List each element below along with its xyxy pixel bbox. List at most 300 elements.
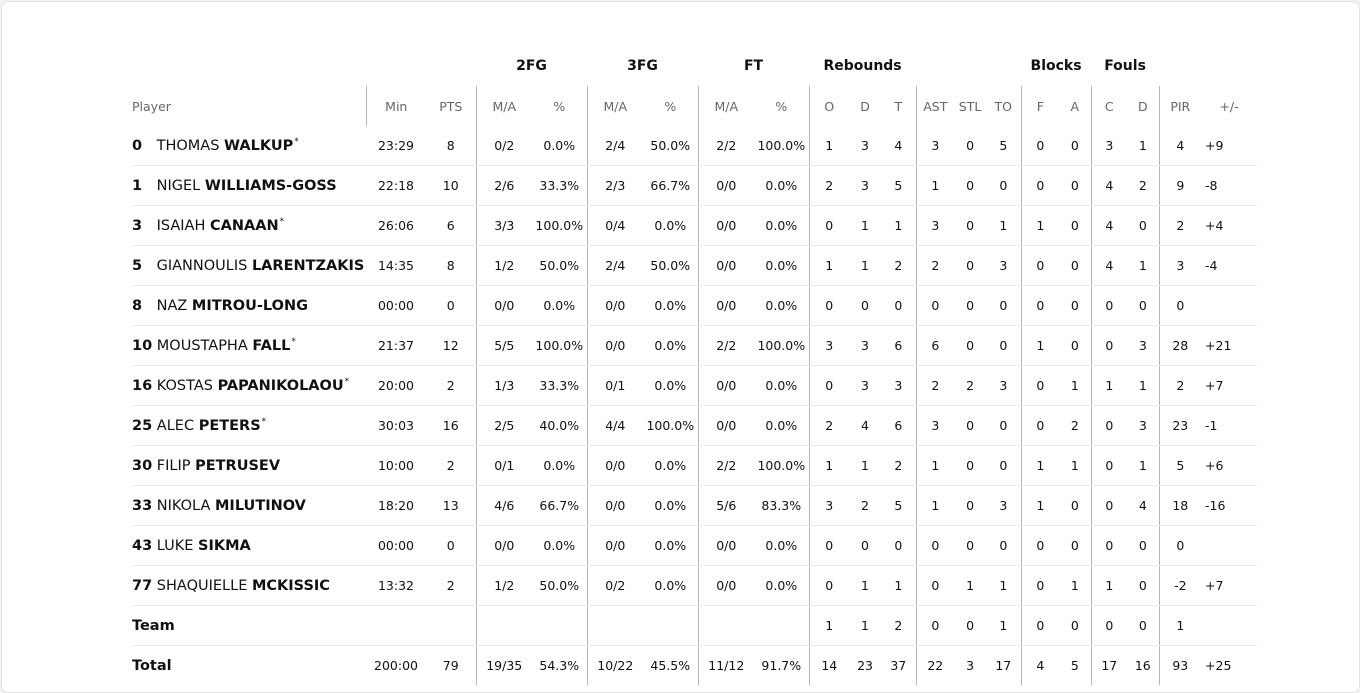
group-empty — [426, 46, 476, 86]
cell-fg2-ma: 2/5 — [476, 406, 532, 446]
cell-ast: 2 — [916, 366, 954, 406]
col-ft-ma[interactable]: M/A — [698, 86, 754, 126]
cell-pm: +25 — [1205, 658, 1232, 673]
cell-pts: 8 — [426, 246, 476, 286]
cell-ft-ma: 0/0 — [698, 246, 754, 286]
cell-fg3-pct: 0.0% — [643, 206, 698, 246]
cell-stl: 0 — [954, 286, 986, 326]
cell-reb-t: 1 — [881, 206, 916, 246]
cell-reb-o: 14 — [809, 646, 849, 686]
cell-pir: 4 — [1159, 126, 1201, 166]
starter-marker: * — [279, 217, 285, 228]
player-last-name: PETERS — [198, 417, 261, 434]
cell-ast: 0 — [916, 286, 954, 326]
cell-reb-t: 3 — [881, 366, 916, 406]
group-rebounds: Rebounds — [823, 58, 902, 74]
cell-fg2-ma: 5/5 — [476, 326, 532, 366]
cell-reb-t: 5 — [881, 166, 916, 206]
cell-blk-f: 1 — [1021, 206, 1059, 246]
cell-blk-f: 0 — [1021, 126, 1059, 166]
cell-blk-f: 0 — [1021, 166, 1059, 206]
cell-reb-d: 23 — [857, 658, 873, 673]
player-cell[interactable] — [132, 286, 366, 326]
cell-ast: 1 — [916, 446, 954, 486]
col-3fg-pct[interactable]: % — [664, 98, 677, 114]
player-last-name: SIKMA — [198, 537, 251, 554]
cell-pts: 16 — [426, 406, 476, 446]
player-first-name: ISAIAH — [156, 217, 206, 234]
cell-reb-d: 3 — [849, 166, 881, 206]
cell-fg2-ma: 0/0 — [476, 526, 532, 566]
col-foul-c[interactable]: C — [1091, 86, 1127, 126]
cell-ast: 22 — [916, 646, 954, 686]
col-2fg-pct[interactable]: % — [553, 98, 566, 114]
cell-pm: +9 — [1201, 126, 1257, 166]
cell-pir: 28 — [1159, 326, 1201, 366]
cell-pm: +4 — [1201, 206, 1257, 246]
cell-pir: 0 — [1159, 526, 1201, 566]
cell-fg2-ma: 0/0 — [476, 286, 532, 326]
group-empty — [916, 46, 1021, 86]
cell-ast: 0 — [916, 606, 954, 646]
cell-ast: 0 — [916, 566, 954, 606]
cell-to: 0 — [986, 166, 1021, 206]
cell-fg2-pct: 66.7% — [532, 486, 587, 526]
player-first-name: LUKE — [156, 537, 194, 554]
player-first-name: NIKOLA — [156, 497, 211, 514]
player-last-name: MILUTINOV — [215, 497, 306, 514]
cell-blk-a: 0 — [1059, 486, 1091, 526]
group-3fg: 3FG — [627, 58, 658, 74]
col-blk-a[interactable]: A — [1070, 98, 1080, 114]
player-cell[interactable] — [132, 406, 366, 446]
col-to[interactable]: TO — [994, 98, 1013, 114]
cell-reb-d: 1 — [849, 606, 881, 646]
cell-ft-ma: 0/0 — [698, 206, 754, 246]
table-row[interactable] — [132, 526, 1257, 566]
cell-stl: 0 — [954, 486, 986, 526]
cell-foul-d: 4 — [1127, 486, 1159, 526]
cell-reb-o: 1 — [809, 446, 849, 486]
cell-fg3-pct: 0.0% — [643, 446, 698, 486]
cell-foul-d: 1 — [1127, 246, 1159, 286]
cell-to: 17 — [995, 658, 1012, 673]
table-row[interactable] — [132, 366, 1257, 406]
cell-to: 0 — [986, 326, 1021, 366]
cell-min: 23:29 — [366, 126, 426, 166]
cell-pir: 23 — [1159, 406, 1201, 446]
cell-reb-o: 3 — [809, 326, 849, 366]
cell-stl: 0 — [954, 406, 986, 446]
cell-ft-pct: 100.0% — [754, 126, 809, 166]
cell-reb-t: 37 — [890, 658, 907, 673]
cell-blk-a: 0 — [1059, 606, 1091, 646]
cell-fg3-pct: 0.0% — [643, 366, 698, 406]
cell-pm: +6 — [1201, 446, 1257, 486]
cell-pm: +7 — [1201, 366, 1257, 406]
cell-fg3-ma — [587, 606, 643, 646]
cell-reb-d: 0 — [849, 286, 881, 326]
cell-reb-o: 1 — [809, 126, 849, 166]
cell-blk-a: 0 — [1059, 526, 1091, 566]
table-row[interactable] — [132, 166, 1257, 206]
player-cell[interactable] — [132, 206, 366, 246]
cell-ft-pct: 0.0% — [754, 286, 809, 326]
boxscore-body — [132, 126, 1257, 685]
player-cell[interactable] — [132, 566, 366, 606]
cell-reb-t: 6 — [881, 406, 916, 446]
cell-blk-a: 2 — [1059, 406, 1091, 446]
col-pts[interactable]: PTS — [439, 98, 463, 114]
boxscore-card — [1, 1, 1360, 693]
cell-min: 21:37 — [366, 326, 426, 366]
cell-ast: 1 — [916, 486, 954, 526]
cell-foul-c: 4 — [1091, 166, 1127, 206]
cell-blk-a: 0 — [1059, 166, 1091, 206]
cell-to: 5 — [986, 126, 1021, 166]
cell-min: 22:18 — [366, 166, 426, 206]
cell-reb-o: 0 — [809, 206, 849, 246]
cell-pir: 0 — [1159, 286, 1201, 326]
cell-reb-t: 2 — [881, 606, 916, 646]
player-cell[interactable] — [132, 246, 366, 286]
cell-fg2-ma: 2/6 — [476, 166, 532, 206]
cell-reb-o: 2 — [809, 406, 849, 446]
cell-pts: 2 — [426, 566, 476, 606]
cell-pir: 5 — [1159, 446, 1201, 486]
cell-reb-d: 1 — [849, 566, 881, 606]
cell-stl: 0 — [954, 526, 986, 566]
cell-reb-o: 1 — [809, 246, 849, 286]
cell-reb-o: 0 — [809, 286, 849, 326]
group-empty — [366, 46, 426, 86]
cell-fg3-ma: 0/0 — [587, 286, 643, 326]
cell-reb-t: 2 — [881, 446, 916, 486]
cell-fg3-ma: 0/0 — [587, 526, 643, 566]
table-row[interactable] — [132, 206, 1257, 246]
player-number: 16 — [132, 377, 153, 394]
cell-reb-t: 0 — [881, 286, 916, 326]
cell-foul-c: 1 — [1091, 366, 1127, 406]
player-cell[interactable] — [132, 326, 366, 366]
cell-pm — [1201, 286, 1257, 326]
cell-foul-c: 17 — [1091, 646, 1127, 686]
cell-reb-d: 0 — [849, 526, 881, 566]
cell-to: 3 — [986, 246, 1021, 286]
column-header-row — [132, 86, 1257, 126]
cell-ast: 6 — [916, 326, 954, 366]
col-reb-t[interactable]: T — [894, 98, 903, 114]
col-ast[interactable]: AST — [916, 86, 954, 126]
cell-blk-a: 0 — [1059, 326, 1091, 366]
table-row[interactable] — [132, 246, 1257, 286]
cell-blk-a: 1 — [1059, 366, 1091, 406]
cell-fg3-pct — [643, 606, 698, 646]
cell-min: 30:03 — [366, 406, 426, 446]
cell-fg2-pct: 100.0% — [532, 206, 587, 246]
cell-reb-t: 5 — [881, 486, 916, 526]
col-pir[interactable]: PIR — [1159, 86, 1201, 126]
cell-blk-f: 0 — [1021, 526, 1059, 566]
player-number: 77 — [132, 577, 153, 594]
cell-blk-f: 1 — [1021, 446, 1059, 486]
player-first-name: FILIP — [156, 457, 191, 474]
cell-blk-a: 0 — [1059, 246, 1091, 286]
player-last-name: CANAAN — [210, 217, 279, 234]
player-last-name: PAPANIKOLAOU — [217, 377, 344, 394]
cell-fg2-ma: 1/2 — [476, 566, 532, 606]
cell-fg2-ma — [476, 606, 532, 646]
cell-blk-f: 0 — [1021, 246, 1059, 286]
group-empty — [132, 46, 366, 86]
cell-fg3-ma: 4/4 — [587, 406, 643, 446]
cell-min — [366, 606, 426, 646]
player-first-name: MOUSTAPHA — [156, 337, 248, 354]
cell-pts: 13 — [426, 486, 476, 526]
cell-to: 0 — [986, 406, 1021, 446]
cell-fg2-pct: 50.0% — [532, 566, 587, 606]
player-number: 5 — [132, 257, 143, 274]
group-2fg: 2FG — [516, 58, 547, 74]
cell-pm: +21 — [1201, 326, 1257, 366]
cell-ft-ma: 0/0 — [698, 166, 754, 206]
cell-ast: 2 — [916, 246, 954, 286]
team-label: Team — [132, 606, 366, 646]
table-row[interactable] — [132, 446, 1257, 486]
cell-ft-ma — [698, 606, 754, 646]
cell-fg2-ma: 0/2 — [476, 126, 532, 166]
cell-blk-f: 1 — [1021, 326, 1059, 366]
cell-blk-f: 0 — [1021, 566, 1059, 606]
cell-pts: 0 — [426, 526, 476, 566]
cell-ft-pct: 100.0% — [754, 446, 809, 486]
cell-to: 1 — [986, 206, 1021, 246]
cell-fg3-ma: 0/1 — [587, 366, 643, 406]
cell-blk-a: 0 — [1059, 286, 1091, 326]
table-row[interactable] — [132, 286, 1257, 326]
cell-blk-f: 4 — [1021, 646, 1059, 686]
cell-ft-pct: 100.0% — [754, 326, 809, 366]
cell-min: 13:32 — [366, 566, 426, 606]
col-reb-d[interactable]: D — [860, 98, 870, 114]
cell-fg3-pct: 100.0% — [643, 406, 698, 446]
player-first-name: SHAQUIELLE — [156, 577, 248, 594]
cell-reb-o: 0 — [809, 366, 849, 406]
cell-pts: 79 — [442, 658, 459, 673]
player-number: 0 — [132, 137, 143, 154]
col-ft-pct[interactable]: % — [775, 98, 788, 114]
cell-reb-d: 1 — [849, 246, 881, 286]
player-last-name: FALL — [252, 337, 291, 354]
col-player[interactable]: Player — [132, 98, 171, 114]
total-label: Total — [132, 657, 172, 674]
player-number: 8 — [132, 297, 143, 314]
cell-ast: 3 — [916, 126, 954, 166]
player-first-name: KOSTAS — [156, 377, 213, 394]
cell-stl: 0 — [954, 126, 986, 166]
cell-foul-c: 4 — [1091, 246, 1127, 286]
cell-ft-pct: 0.0% — [754, 406, 809, 446]
cell-pir: 1 — [1159, 606, 1201, 646]
col-plus-minus[interactable]: +/- — [1219, 98, 1239, 114]
cell-foul-d: 0 — [1127, 566, 1159, 606]
cell-stl: 0 — [954, 246, 986, 286]
cell-pir: 3 — [1159, 246, 1201, 286]
cell-fg3-ma: 10/22 — [587, 646, 643, 686]
cell-fg3-pct: 50.0% — [643, 126, 698, 166]
cell-foul-c: 0 — [1091, 526, 1127, 566]
player-first-name: NAZ — [156, 297, 188, 314]
cell-reb-d: 1 — [849, 446, 881, 486]
cell-stl: 0 — [954, 326, 986, 366]
player-number: 3 — [132, 217, 143, 234]
cell-ft-pct: 0.0% — [754, 526, 809, 566]
cell-foul-c: 0 — [1091, 326, 1127, 366]
cell-ft-pct: 0.0% — [754, 166, 809, 206]
starter-marker: * — [291, 337, 296, 348]
cell-ft-ma: 0/0 — [698, 286, 754, 326]
col-min[interactable]: Min — [366, 86, 426, 126]
cell-pts: 8 — [426, 126, 476, 166]
player-number: 33 — [132, 497, 153, 514]
cell-fg3-pct: 45.5% — [650, 658, 691, 673]
cell-ast: 3 — [916, 406, 954, 446]
cell-fg3-ma: 0/2 — [587, 566, 643, 606]
cell-ft-pct: 83.3% — [754, 486, 809, 526]
cell-reb-o: 0 — [809, 566, 849, 606]
boxscore-scroll-area[interactable] — [132, 2, 1239, 692]
cell-stl: 2 — [954, 366, 986, 406]
cell-fg2-pct: 0.0% — [532, 126, 587, 166]
cell-ft-ma: 0/0 — [698, 526, 754, 566]
starter-marker: * — [261, 417, 267, 428]
cell-fg3-pct: 66.7% — [643, 166, 698, 206]
cell-reb-d: 4 — [849, 406, 881, 446]
cell-ast: 3 — [916, 206, 954, 246]
table-row[interactable] — [132, 126, 1257, 166]
cell-foul-c: 0 — [1091, 446, 1127, 486]
cell-stl: 0 — [954, 166, 986, 206]
player-cell[interactable] — [132, 166, 366, 206]
cell-blk-a: 1 — [1059, 446, 1091, 486]
cell-ft-pct — [754, 606, 809, 646]
cell-foul-d: 0 — [1127, 286, 1159, 326]
player-cell[interactable] — [132, 126, 366, 166]
cell-pts: 6 — [426, 206, 476, 246]
cell-fg2-ma: 1/2 — [476, 246, 532, 286]
cell-foul-c: 4 — [1091, 206, 1127, 246]
cell-pir: 93 — [1159, 646, 1201, 686]
table-row[interactable] — [132, 326, 1257, 366]
cell-ast: 1 — [916, 166, 954, 206]
cell-pts: 2 — [426, 446, 476, 486]
player-last-name: WALKUP — [224, 137, 294, 154]
player-cell[interactable] — [132, 486, 366, 526]
cell-min: 10:00 — [366, 446, 426, 486]
cell-ft-ma: 0/0 — [698, 366, 754, 406]
cell-reb-d: 3 — [849, 366, 881, 406]
cell-pm: -16 — [1201, 486, 1257, 526]
cell-fg2-pct: 0.0% — [532, 286, 587, 326]
cell-min: 200:00 — [374, 658, 418, 673]
cell-foul-c: 0 — [1091, 486, 1127, 526]
player-cell[interactable] — [132, 366, 366, 406]
cell-blk-a: 1 — [1059, 566, 1091, 606]
cell-ft-pct: 0.0% — [754, 366, 809, 406]
col-3fg-ma[interactable]: M/A — [587, 86, 643, 126]
player-number: 10 — [132, 337, 153, 354]
col-foul-d[interactable]: D — [1137, 98, 1148, 114]
col-blk-f[interactable]: F — [1021, 86, 1059, 126]
cell-reb-d: 1 — [849, 206, 881, 246]
starter-marker: * — [294, 137, 299, 148]
cell-to: 1 — [986, 566, 1021, 606]
cell-pm: -1 — [1201, 406, 1257, 446]
cell-ft-pct: 0.0% — [754, 206, 809, 246]
cell-blk-a: 0 — [1059, 126, 1091, 166]
cell-fg2-pct: 100.0% — [532, 326, 587, 366]
cell-pm: -8 — [1201, 166, 1257, 206]
cell-stl: 0 — [954, 606, 986, 646]
cell-pm — [1201, 526, 1257, 566]
cell-fg3-pct: 0.0% — [643, 326, 698, 366]
cell-reb-t: 6 — [881, 326, 916, 366]
cell-to: 3 — [986, 366, 1021, 406]
cell-foul-c: 0 — [1091, 406, 1127, 446]
cell-to: 0 — [986, 526, 1021, 566]
cell-to: 1 — [986, 606, 1021, 646]
cell-stl: 1 — [954, 566, 986, 606]
starter-marker: * — [344, 377, 350, 388]
cell-reb-t: 1 — [881, 566, 916, 606]
cell-pts: 0 — [426, 286, 476, 326]
cell-foul-c: 3 — [1091, 126, 1127, 166]
player-cell[interactable] — [132, 446, 366, 486]
cell-fg3-ma: 0/0 — [587, 446, 643, 486]
col-stl[interactable]: STL — [958, 98, 982, 114]
cell-blk-f: 1 — [1021, 486, 1059, 526]
player-number: 1 — [132, 177, 143, 194]
cell-ft-pct: 91.7% — [761, 658, 802, 673]
cell-pts: 10 — [426, 166, 476, 206]
cell-fg2-ma: 0/1 — [476, 446, 532, 486]
cell-fg2-pct: 33.3% — [532, 166, 587, 206]
cell-reb-o: 0 — [809, 526, 849, 566]
table-row[interactable] — [132, 406, 1257, 446]
table-row[interactable] — [132, 566, 1257, 606]
cell-to: 0 — [986, 446, 1021, 486]
col-2fg-ma[interactable]: M/A — [476, 86, 532, 126]
cell-fg3-pct: 0.0% — [643, 486, 698, 526]
player-number: 43 — [132, 537, 153, 554]
cell-foul-d: 0 — [1127, 606, 1159, 646]
cell-ft-ma: 2/2 — [698, 446, 754, 486]
cell-reb-t: 4 — [881, 126, 916, 166]
cell-reb-d: 3 — [849, 126, 881, 166]
player-last-name: PETRUSEV — [195, 457, 281, 474]
cell-reb-d: 3 — [849, 326, 881, 366]
cell-pm: +7 — [1201, 566, 1257, 606]
player-cell[interactable] — [132, 526, 366, 566]
cell-pir: 9 — [1159, 166, 1201, 206]
cell-pm — [1201, 606, 1257, 646]
table-row[interactable] — [132, 486, 1257, 526]
cell-ast: 0 — [916, 526, 954, 566]
player-last-name: MITROU-LONG — [191, 297, 309, 314]
col-reb-o[interactable]: O — [809, 86, 849, 126]
cell-fg3-ma: 0/0 — [587, 326, 643, 366]
player-last-name: LARENTZAKIS — [251, 257, 365, 274]
